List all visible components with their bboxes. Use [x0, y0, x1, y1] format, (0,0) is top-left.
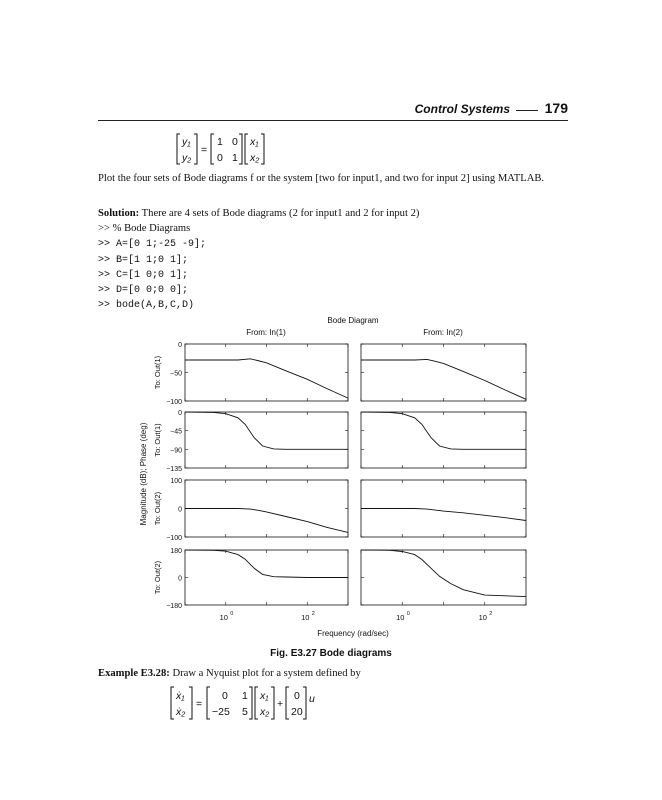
example-text: Draw a Nyquist plot for a system defined by [169, 668, 361, 679]
code-line-2: >> B=[1 1;0 1]; [98, 255, 189, 266]
panel-frame-r3-c1 [361, 550, 526, 605]
code-line-4: >> D=[0 0;0 0]; [98, 285, 189, 296]
y-tick-label: −100 [166, 535, 182, 542]
seq-lhs-2: ẋ₂ [176, 706, 186, 718]
y-tick-label: −45 [170, 428, 182, 436]
seq-a11: 0 [222, 690, 228, 702]
series-line-r1-In(2) [361, 412, 526, 449]
svg-text:+: + [277, 698, 284, 710]
row-label: To: Out(2) [153, 560, 162, 595]
state-equation [170, 685, 320, 723]
code-line-5: >> bode(A,B,C,D) [98, 300, 195, 311]
chart-title: Bode Diagram [327, 316, 379, 325]
seq-a22: 5 [242, 706, 248, 718]
code-comment: >> % Bode Diagrams [98, 223, 191, 234]
y-tick-label: 180 [170, 548, 182, 555]
seq-u: u [309, 693, 315, 705]
example-line [98, 667, 361, 681]
x-axis-label: Frequency (rad/sec) [317, 629, 389, 638]
series-line-r3-In(1) [185, 550, 348, 578]
problem-statement: Plot the four sets of Bode diagrams f or the system [two for input1, and two for input 2] using MATLAB. [98, 173, 545, 184]
series-line-r0-In(1) [185, 359, 348, 398]
panel-frame-r0-c0 [185, 344, 348, 401]
panel-frame-r0-c1 [361, 344, 526, 401]
row-label: To: Out(2) [153, 491, 162, 526]
x-tick-label: 10 [219, 613, 228, 622]
oeq-lhs-1: y₁ [182, 136, 191, 148]
series-line-r0-In(2) [361, 359, 526, 399]
seq-lhs-1: ẋ₁ [176, 690, 185, 702]
seq-b2: 20 [291, 706, 303, 718]
y-tick-label: 0 [178, 575, 182, 583]
figure-caption: Fig. E3.27 Bode diagrams [270, 648, 392, 659]
solution-label: Solution: [98, 208, 140, 219]
panel-frame-r1-c1 [361, 412, 526, 468]
y-tick-label: −100 [166, 399, 182, 406]
y-tick-label: −135 [166, 466, 182, 473]
series-line-r2-In(2) [361, 509, 526, 521]
x-tick-label: 10 [396, 613, 405, 622]
svg-text:=: = [201, 144, 208, 156]
seq-a12: 1 [242, 690, 248, 702]
running-title: Control Systems [414, 102, 510, 116]
oeq-rhs-2: x₂ [250, 152, 260, 164]
y-tick-label: 0 [178, 342, 182, 349]
oeq-c12: 0 [232, 136, 238, 148]
y-tick-label: −180 [166, 603, 182, 610]
series-line-r2-In(1) [185, 509, 348, 533]
y-tick-label: 0 [178, 410, 182, 417]
series-line-r3-In(2) [361, 550, 526, 597]
row-label: To: Out(1) [153, 423, 162, 457]
seq-x1: x₁ [260, 690, 269, 702]
oeq-c22: 1 [232, 152, 238, 164]
x-tick-exponent: 0 [230, 611, 234, 617]
seq-b1: 0 [294, 690, 300, 702]
x-tick-label: 10 [478, 613, 487, 622]
y-tick-label: −50 [170, 370, 182, 378]
y-axis-label: Magnitude (dB); Phase (deg) [139, 422, 148, 526]
page-number: 179 [544, 100, 568, 116]
seq-x2: x₂ [260, 706, 270, 718]
panel-frame-r1-c0 [185, 412, 348, 468]
oeq-rhs-1: x₁ [250, 136, 259, 148]
y-tick-label: 100 [170, 478, 182, 485]
x-tick-exponent: 2 [311, 611, 315, 617]
solution-text: There are 4 sets of Bode diagrams (2 for input1 and 2 for input 2) [139, 208, 420, 219]
x-tick-label: 10 [301, 613, 310, 622]
code-line-3: >> C=[1 0;0 1]; [98, 270, 189, 281]
column-title-1: From: In(1) [246, 328, 286, 337]
svg-text:=: = [196, 698, 203, 710]
oeq-lhs-2: y₂ [182, 152, 192, 164]
example-label: Example E3.28: [98, 668, 170, 679]
oeq-c11: 1 [217, 136, 223, 148]
column-title-2: From: In(2) [423, 328, 463, 337]
x-tick-exponent: 2 [489, 611, 493, 617]
series-line-r1-In(1) [185, 412, 348, 449]
seq-a21: −25 [212, 706, 230, 718]
y-tick-label: −90 [170, 447, 182, 455]
oeq-c21: 0 [217, 152, 223, 164]
x-tick-exponent: 0 [406, 611, 410, 617]
code-line-1: >> A=[0 1;-25 -9]; [98, 239, 207, 250]
y-tick-label: 0 [178, 506, 182, 514]
row-label: To: Out(1) [153, 355, 162, 390]
